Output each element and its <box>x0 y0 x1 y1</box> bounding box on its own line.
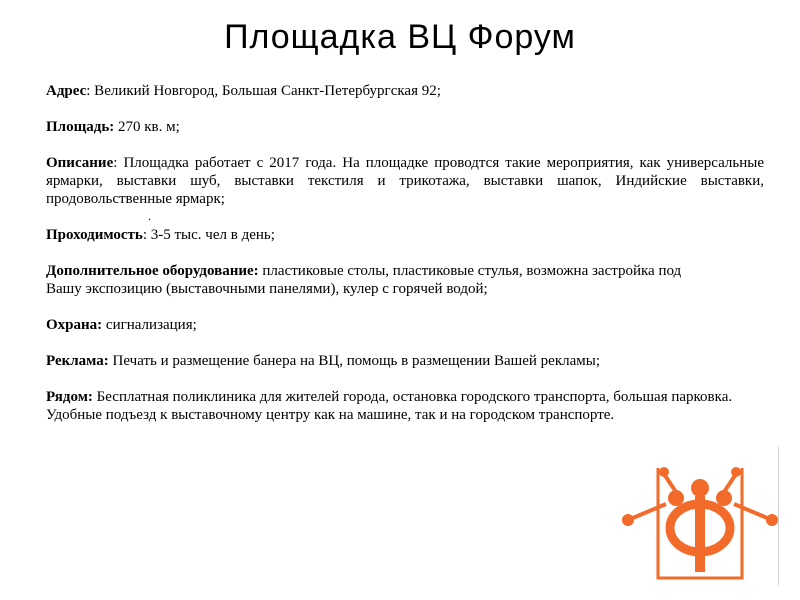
description-value: : Площадка работает с 2017 года. На площадке проводтся такие мероприятия, как универсальные ярмарки, выставки шуб, выставки текстиля и трикотажа, выставки шапок, Индийские выставки, продовольственные ярмарк; <box>46 155 764 207</box>
logo-node-right <box>766 514 778 526</box>
venue-details <box>46 82 764 442</box>
advertising-value: Печать и размещение банера на ВЦ, помощь в размещении Вашей рекламы; <box>108 353 600 369</box>
security-paragraph <box>46 316 764 334</box>
address-paragraph <box>46 82 764 100</box>
page-title: Площадка ВЦ Форум <box>224 18 576 56</box>
description-label: Описание <box>46 155 114 171</box>
logo-person-center <box>691 479 709 497</box>
equipment-paragraph <box>46 262 706 298</box>
logo-node-top-left <box>659 467 669 477</box>
advertising-label: Реклама: <box>46 353 109 369</box>
equipment-value: пластиковые столы, пластиковые стулья, возможна застройка под Вашу экспозицию (выставочными панелями), кулер с горячей водой; <box>46 263 682 297</box>
logo-line-left <box>628 504 666 520</box>
traffic-label: Проходимость <box>46 227 143 243</box>
area-label: Площадь: <box>46 119 115 135</box>
address-label: Адрес <box>46 83 87 99</box>
traffic-value: : 3-5 тыс. чел в день; <box>142 227 275 243</box>
logo-line-top-right <box>724 474 736 492</box>
traffic-paragraph <box>46 226 764 244</box>
description-paragraph <box>46 154 764 208</box>
equipment-label: Дополнительное оборудование: <box>46 263 259 279</box>
logo-person-left <box>668 490 684 506</box>
nearby-label: Рядом: <box>46 389 93 405</box>
nearby-paragraph <box>46 388 736 424</box>
security-label: Охрана: <box>46 317 103 333</box>
logo-line-top-left <box>664 474 676 492</box>
logo-node-left <box>622 514 634 526</box>
stray-dot: . <box>148 209 151 223</box>
logo-line-right <box>734 504 772 520</box>
nearby-value: Бесплатная поликлиника для жителей города, остановка городского транспорта, большая парковка. Удобные подъезд к выставочному центру как на машине, так и на городском транспорте. <box>46 389 733 423</box>
logo-phi-stem <box>695 496 705 572</box>
address-value: : Великий Новгород, Большая Санкт-Петербургская 92; <box>86 83 441 99</box>
advertising-paragraph <box>46 352 764 370</box>
security-value: сигнализация; <box>102 317 197 333</box>
area-value: 270 кв. м; <box>114 119 180 135</box>
stray-dot-line <box>46 208 764 222</box>
logo-node-top-right <box>731 467 741 477</box>
logo-person-right <box>716 490 732 506</box>
forum-phi-logo-icon <box>618 462 782 584</box>
area-paragraph <box>46 118 764 136</box>
